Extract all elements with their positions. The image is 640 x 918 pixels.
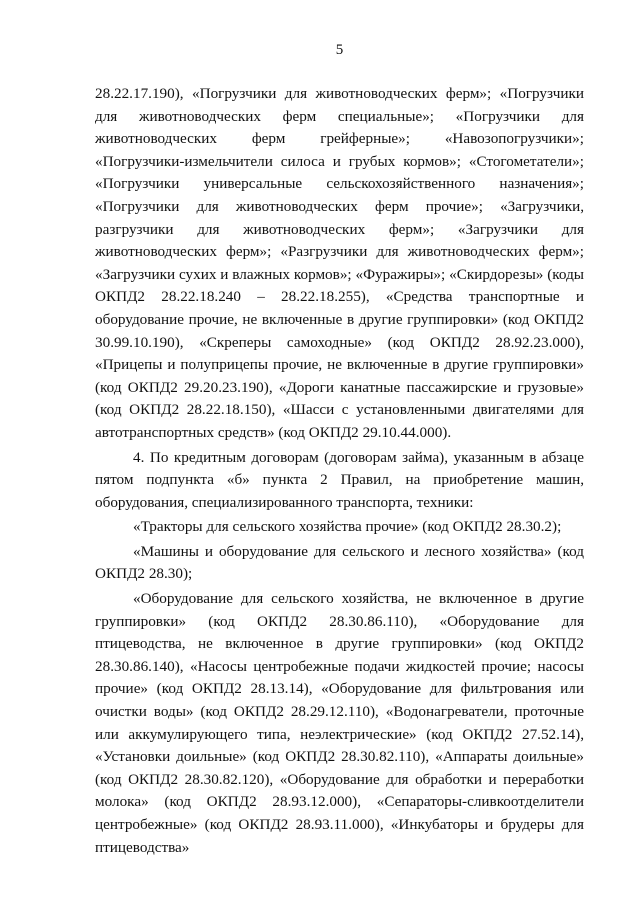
paragraph-2: 4. По кредитным договорам (договорам займа), указанным в абзаце пятом подпункта «б» пункта 2 Правил, на приобретение машин, оборудования, специализированного транспорта, техники: — [95, 448, 584, 511]
paragraph-1: 28.22.17.190), «Погрузчики для животноводческих ферм»; «Погрузчики для животноводческих ферм специальные»; «Погрузчики для животноводческих ферм грейферные»; «Навозопогрузчики»; «Погрузчики-измельчители силоса и грубых кормов»; «Стогометатели»; «Погрузчики универсальные сельскохозяйственного назначения»; «Погрузчики для животноводческих ферм прочие»; «Загрузчики, разгрузчики для животноводческих ферм»; «Загрузчики для животноводческих ферм»; «Разгрузчики для животноводческих ферм»; «Загрузчики сухих и влажных кормов»; «Фуражиры»; «Скирдорезы» (коды ОКПД2 28.22.18.240 – 28.22.18.255), «Средства транспортные и оборудование прочие, не включенные в другие группировки» (код ОКПД2 30.99.10.190), «Скреперы самоходные» (код ОКПД2 28.92.23.000), «Прицепы и полуприцепы прочие, не включенные в другие группировки» (код ОКПД2 29.20.23.190), «Дороги канатные пассажирские и грузовые» (код ОКПД2 28.22.18.150), «Шасси с установленными двигателями для автотранспортных средств» (код ОКПД2 29.10.44.000). — [95, 85, 584, 441]
page-number: 5 — [335, 42, 344, 58]
paragraph-4: «Машины и оборудование для сельского и лесного хозяйства» (код ОКПД2 28.30); — [95, 542, 584, 583]
paragraph-5: «Оборудование для сельского хозяйства, не включенное в другие группировки» (код ОКПД2 28.30.86.110), «Оборудование для птицеводства, не включенное в другие группировки» (код ОКПД2 28.30.86.140), «Насосы центробежные подачи жидкостей прочие; насосы прочие» (код ОКПД2 28.13.14), «Оборудование для фильтрования или очистки воды» (код ОКПД2 28.29.12.110), «Водонагреватели, проточные или аккумулирующего типа, неэлектрические» (код ОКПД2 27.52.14), «Установки доильные» (код ОКПД2 28.30.82.110), «Аппараты доильные» (код ОКПД2 28.30.82.120), «Оборудование для обработки и переработки молока» (код ОКПД2 28.93.12.000), «Сепараторы-сливкоотделители центробежные» (код ОКПД2 28.93.11.000), «Инкубаторы и брудеры для птицеводства» — [95, 590, 584, 856]
paragraph-3: «Тракторы для сельского хозяйства прочие» (код ОКПД2 28.30.2); — [133, 518, 562, 536]
